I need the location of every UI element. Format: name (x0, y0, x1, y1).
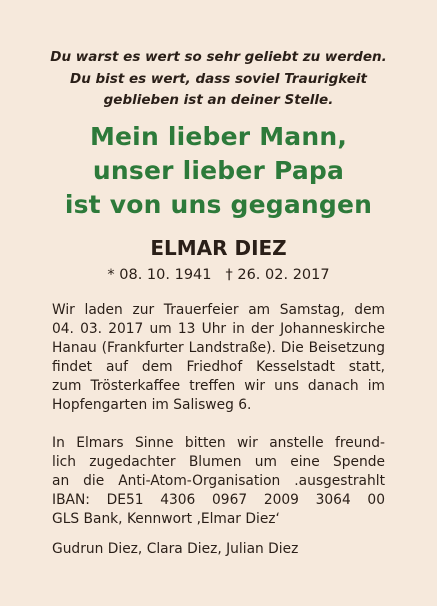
memorial-poem (0, 47, 437, 112)
deceased-name: ELMAR DIEZ (150, 236, 287, 260)
announcement-line: 04. 03. 2017 um 13 Uhr in der Johanneskirche (52, 321, 385, 337)
death-date: † 26. 02. 2017 (225, 267, 330, 283)
funeral-announcement (52, 301, 385, 415)
announcement-line: Wir laden zur Trauerfeier am Samstag, dem (52, 302, 385, 318)
poem-line: geblieben ist an deiner Stelle. (103, 92, 334, 108)
announcement-line: Hopfengarten im Salisweg 6. (52, 397, 252, 413)
donation-line: In Elmars Sinne bitten wir anstelle freund- (52, 435, 385, 451)
iban-line: IBAN: DE51 4306 0967 2009 3064 00 (52, 492, 385, 508)
poem-line: Du bist es wert, dass soviel Traurigkeit (69, 70, 367, 87)
headline-line: ist von uns gegangen (64, 190, 373, 219)
announcement-line: findet auf dem Friedhof Kesselstadt statt, (52, 359, 385, 375)
headline-line: Mein lieber Mann, (89, 122, 348, 151)
birth-date: * 08. 10. 1941 (107, 267, 212, 283)
family-signature: Gudrun Diez, Clara Diez, Julian Diez (52, 541, 299, 557)
donation-line: GLS Bank, Kennwort ‚Elmar Diez‘ (52, 511, 280, 527)
donation-request (52, 434, 385, 529)
donation-line: lich zugedachter Blumen um eine Spende (52, 454, 385, 470)
headline-line: unser lieber Papa (92, 156, 345, 185)
donation-line: an die Anti-Atom-Organisation .ausgestrahlt (52, 473, 385, 489)
life-dates (0, 264, 437, 286)
announcement-line: Hanau (Frankfurter Landstraße). Die Beisetzung (52, 340, 385, 356)
poem-line: Du warst es wert so sehr geliebt zu werden. (50, 49, 387, 65)
headline (0, 120, 437, 222)
announcement-line: zum Trösterkaffee treffen wir uns danach im (52, 378, 385, 394)
